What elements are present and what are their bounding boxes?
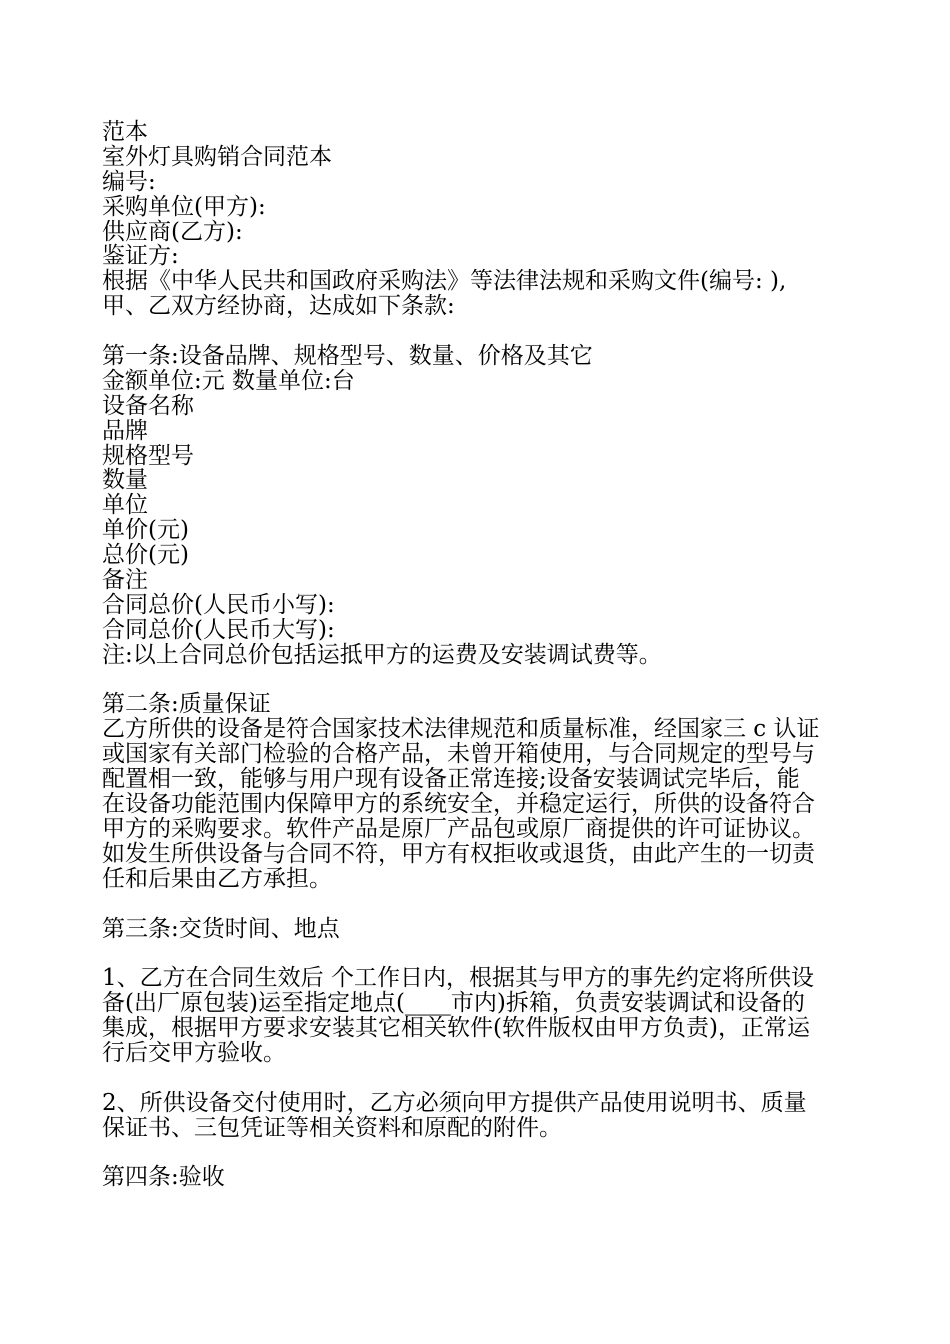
doc-line: 范本 [102,119,148,145]
doc-line: 单价(元) [102,517,189,544]
doc-line: 鉴证方: [102,243,179,270]
doc-line: 如发生所供设备与合同不符，甲方有权拒收或退货，由此产生的一切责 [102,840,815,867]
blank-line [102,668,872,693]
blank-line [102,319,872,344]
doc-line: 配置相一致，能够与用户现有设备正常连接;设备安装调试完毕后，能 [102,766,800,793]
doc-line: 根据《中华人民共和国政府采购法》等法律法规和采购文件(编号: ), [102,268,787,295]
section-heading-4: 第四条:验收 [102,1164,225,1191]
doc-line: 甲方的采购要求。软件产品是原厂产品包或原厂商提供的许可证协议。 [102,815,815,842]
doc-line: 保证书、三包凭证等相关资料和原配的附件。 [102,1114,562,1141]
blank-line [102,1066,872,1091]
section-heading-1: 第一条:设备品牌、规格型号、数量、价格及其它 [102,343,593,370]
doc-line: 编号: [102,168,156,195]
doc-line: 注:以上合同总价包括运抵甲方的运费及安装调试费等。 [102,641,662,668]
doc-line: 规格型号 [102,442,194,469]
doc-line: 合同总价(人民币大写): [102,616,335,643]
doc-line: 采购单位(甲方): [102,193,266,220]
contract-document [102,120,872,1190]
doc-line: 备注 [102,567,148,594]
doc-line: 供应商(乙方): [102,218,243,245]
doc-title: 室外灯具购销合同范本 [102,143,332,170]
doc-line: 2、所供设备交付使用时，乙方必须向甲方提供产品使用说明书、质量 [102,1089,807,1116]
doc-line: 甲、乙双方经协商，达成如下条款: [102,293,455,320]
doc-line: 行后交甲方验收。 [102,1039,286,1066]
doc-line: 任和后果由乙方承担。 [102,865,332,892]
doc-line: 备(出厂原包装)运至指定地点(____市内)拆箱，负责安装调试和设备的 [102,990,805,1017]
doc-line: 设备名称 [102,392,194,419]
doc-line: 合同总价(人民币小写): [102,591,335,618]
doc-line: 金额单位:元 数量单位:台 [102,367,355,394]
doc-line: 单位 [102,492,148,519]
doc-line: 总价(元) [102,542,189,569]
doc-line: 乙方所供的设备是符合国家技术法律规范和质量标准，经国家三 c 认证 [102,716,820,743]
section-heading-3: 第三条:交货时间、地点 [102,915,340,942]
blank-line [102,941,872,966]
doc-line: 品牌 [102,417,148,444]
doc-line: 1、乙方在合同生效后 个工作日内，根据其与甲方的事先约定将所供设 [102,965,814,992]
doc-line: 或国家有关部门检验的合格产品，未曾开箱使用，与合同规定的型号与 [102,741,815,768]
section-heading-2: 第二条:质量保证 [102,691,271,718]
doc-line: 集成，根据甲方要求安装其它相关软件(软件版权由甲方负责)，正常运 [102,1015,810,1042]
blank-line [102,892,872,917]
doc-line: 数量 [102,467,148,494]
blank-line [102,1141,872,1166]
doc-line: 在设备功能范围内保障甲方的系统安全，并稳定运行，所供的设备符合 [102,791,815,818]
